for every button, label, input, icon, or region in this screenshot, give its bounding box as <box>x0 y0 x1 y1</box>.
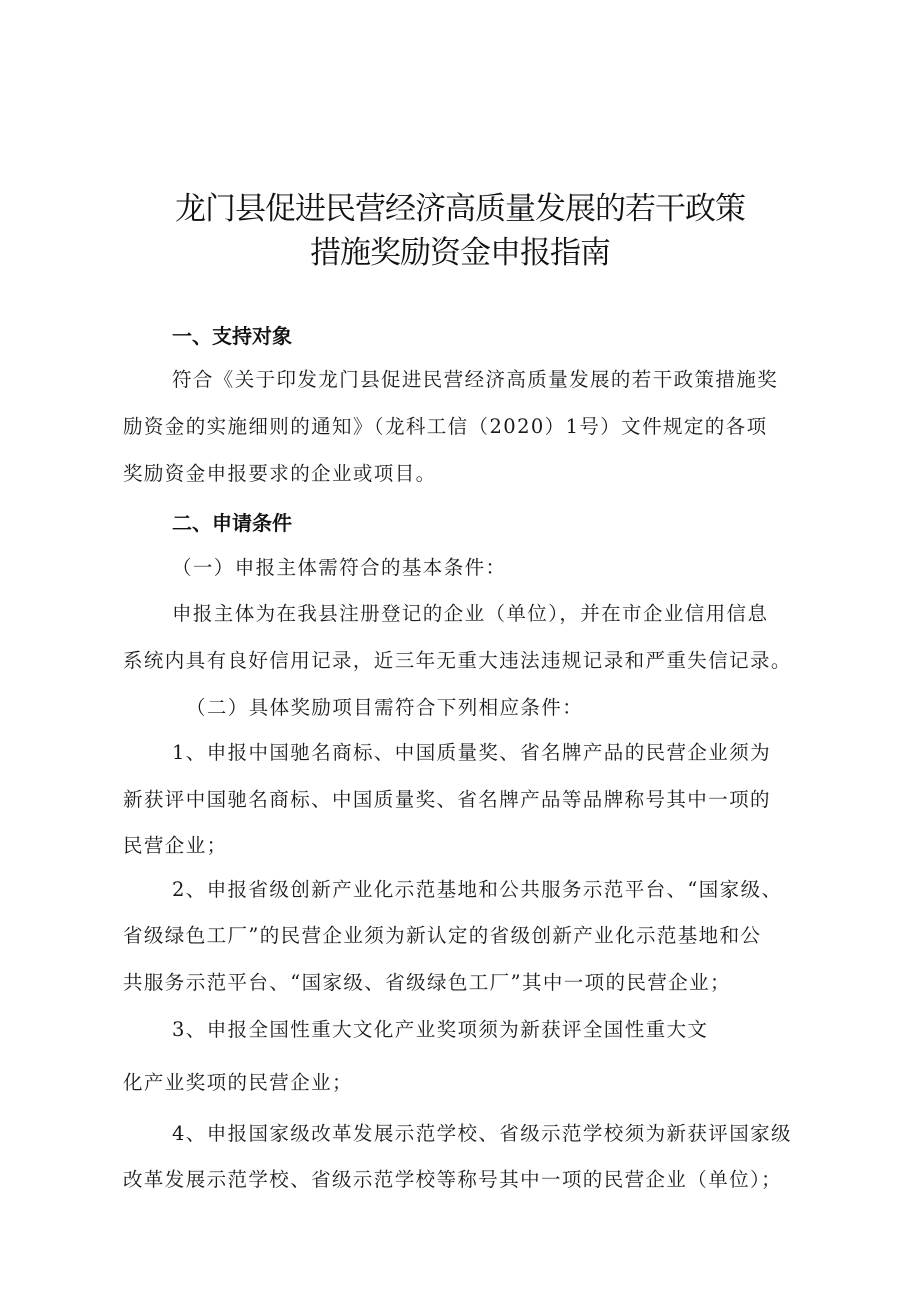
list-item-line: 1、申报中国驰名商标、中国质量奖、省名牌产品的民营企业须为 <box>172 741 772 764</box>
sub-heading-basic-conditions: （一）申报主体需符合的基本条件： <box>172 556 507 579</box>
list-item-line: 新获评中国驰名商标、中国质量奖、省名牌产品等品牌称号其中一项的 <box>123 788 771 811</box>
paragraph-line: 励资金的实施细则的通知》（龙科工信（2020）1号）文件规定的各项 <box>123 415 768 438</box>
sub-heading-specific-conditions: （二）具体奖励项目需符合下列相应条件： <box>186 696 584 719</box>
list-item-line: 共服务示范平台、“国家级、省级绿色工厂”其中一项的民营企业； <box>123 971 731 994</box>
paragraph-line: 系统内具有良好信用记录，近三年无重大违法违规记录和严重失信记录。 <box>123 649 792 672</box>
section-heading-application-conditions: 二、申请条件 <box>172 511 292 535</box>
section-heading-support-target: 一、支持对象 <box>172 324 292 348</box>
document-title-line-2: 措施奖励资金申报指南 <box>310 235 610 271</box>
list-item-line: 省级绿色工厂”的民营企业须为新认定的省级创新产业化示范基地和公 <box>123 924 762 947</box>
list-item-line: 化产业奖项的民营企业； <box>123 1071 353 1094</box>
document-title-line-1: 龙门县促进民营经济高质量发展的若干政策 <box>175 191 745 227</box>
list-item-line: 4、申报国家级改革发展示范学校、省级示范学校须为新获评国家级 <box>172 1122 792 1145</box>
paragraph-line: 奖励资金申报要求的企业或项目。 <box>123 462 437 485</box>
list-item-line: 2、申报省级创新产业化示范基地和公共服务示范平台、“国家级、 <box>172 878 783 901</box>
list-item-line: 民营企业； <box>123 834 228 857</box>
list-item-line: 3、申报全国性重大文化产业奖项须为新获评全国性重大文 <box>172 1018 709 1041</box>
paragraph-line: 申报主体为在我县注册登记的企业（单位），并在市企业信用信息 <box>172 602 769 625</box>
list-item-line: 改革发展示范学校、省级示范学校等称号其中一项的民营企业（单位）； <box>123 1168 783 1191</box>
paragraph-line: 符合《关于印发龙门县促进民营经济高质量发展的若干政策措施奖 <box>172 368 779 391</box>
